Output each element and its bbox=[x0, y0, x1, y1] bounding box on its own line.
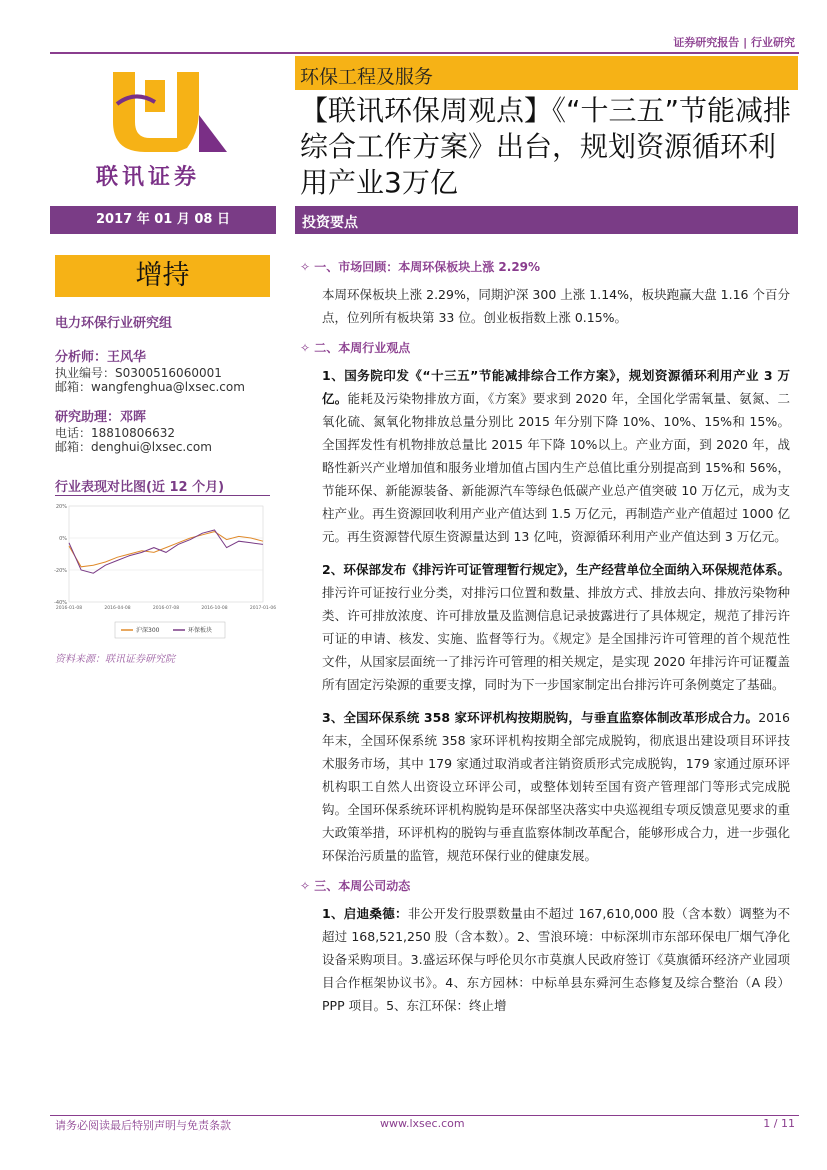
chart-x-tick: 2016-10-08 bbox=[201, 606, 228, 611]
analyst-email[interactable]: 邮箱：wangfenghua@lxsec.com bbox=[55, 380, 245, 394]
key-points-bar bbox=[295, 206, 798, 234]
chart-x-tick: 2017-01-06 bbox=[249, 606, 277, 611]
footer-disclaimer[interactable]: 请务必阅读最后特别声明与免责条款 bbox=[55, 1119, 231, 1132]
assistant-phone: 电话：18810806632 bbox=[55, 426, 175, 440]
research-team: 电力环保行业研究组 bbox=[55, 316, 173, 331]
chart-x-tick: 2016-04-08 bbox=[104, 606, 131, 611]
chart-y-tick: 0% bbox=[59, 536, 67, 542]
analyst-cert: 执业编号：S0300516060001 bbox=[55, 366, 222, 380]
footer-website[interactable]: www.lxsec.com bbox=[380, 1117, 465, 1130]
analyst-name: 分析师：王风华 bbox=[55, 350, 147, 365]
report-title: 【联讯环保周观点】《“十三五”节能减排综合工作方案》出台，规划资源循环利用产业3万亿 bbox=[300, 94, 792, 199]
section-heading: ✧ 一、市场回顾：本周环保板块上涨 2.29% bbox=[300, 260, 541, 274]
chart-series-line bbox=[69, 532, 263, 567]
chart-y-tick: 20% bbox=[55, 504, 67, 510]
footer-rule bbox=[50, 1115, 799, 1116]
report-date: 2017 年 01 月 08 日 bbox=[50, 206, 276, 234]
paragraph-lead: 3、全国环保系统 358 家环评机构按期脱钩，与垂直监察体制改革形成合力。 bbox=[322, 710, 759, 725]
chart-y-tick: -20% bbox=[54, 568, 67, 574]
logo-text: 联讯证券 bbox=[96, 164, 201, 190]
key-points-label: 投资要点 bbox=[302, 215, 358, 231]
assistant-name: 研究助理：邓晖 bbox=[55, 410, 147, 425]
header-rule bbox=[50, 52, 799, 54]
sector-label: 环保工程及服务 bbox=[300, 66, 434, 88]
paragraph: 1、启迪桑德：非公开发行股票数量由不超过 167,610,000 股（含本数）调整为不超过 168,521,250 股（含本数）。2、雪浪环境：中标深圳市东部环保电厂烟气净化设备采购项目。3.盛运环保与呼伦贝尔市莫旗人民政府签订《莫旗循环经济产业园项目合作框架协议书》。4、东方园林：中标单县东舜河生态修复及综合整治（A 段）PPP 项目。5、东江环保：终止增 bbox=[322, 906, 790, 1013]
paragraph: 3、全国环保系统 358 家环评机构按期脱钩，与垂直监察体制改革形成合力。2016 年末，全国环保系统 358 家环评机构按期全部完成脱钩，彻底退出建设项目环评技术服务市场，其中 179 家通过取消或者注销资质形式完成脱钩，179 家通过原环评机构职工自然人出资设立环评公司，或整体划转至国有资产管理部门等形式完成脱钩。全国环保系统环评机构脱钩是环保部坚决落实中央巡视组专项反馈意见要求的重大政策举措，环评机构的脱钩与垂直监察体制改革配合，能够形成合力，进一步强化环保治污质量的监管，规范环保行业的健康发展。 bbox=[322, 710, 790, 863]
section-heading: ✧ 二、本周行业观点 bbox=[300, 341, 411, 355]
chart-source: 资料来源：联讯证券研究院 bbox=[55, 654, 175, 665]
report-type: 证券研究报告 | 行业研究 bbox=[673, 36, 795, 49]
chart-x-tick: 2016-01-08 bbox=[55, 606, 83, 611]
content-body bbox=[300, 258, 790, 1027]
paragraph: 1、国务院印发《“十三五”节能减排综合工作方案》，规划资源循环利用产业 3 万亿。能耗及污染物排放方面，《方案》要求到 2020 年，全国化学需氧量、氨氮、二氧化硫、氮氧化物排放总量分别比 2015 年分别下降 10%、10%、15%和 15%。全国挥发性有机物排放总量比 2015 年下降 10%以上。产业方面，到 2020 年，战略性新兴产业增加值和服务业增加值占国内生产总值比重分别提高到 15%和 56%，节能环保、新能源装备、新能源汽车等绿色低碳产业总产值突破 10 万亿元，成为支柱产业。再生资源回收利用产业产值达到 1.5 万亿元，再制造产业产值超过 1000 亿元。再生资源替代原生资源量达到 13 亿吨，资源循环利用产业产值达到 3 万亿元。 bbox=[322, 368, 790, 544]
paragraph-lead: 2、环保部发布《排污许可证管理暂行规定》，生产经营单位全面纳入环保规范体系。 bbox=[322, 562, 790, 577]
chart-y-tick: -40% bbox=[54, 600, 67, 606]
assistant-email[interactable]: 邮箱：denghui@lxsec.com bbox=[55, 440, 212, 454]
paragraph-lead: 1、启迪桑德： bbox=[322, 906, 408, 921]
chart-legend-label: 沪深300 bbox=[136, 627, 160, 634]
section-heading: ✧ 三、本周公司动态 bbox=[300, 879, 411, 893]
paragraph: 2、环保部发布《排污许可证管理暂行规定》，生产经营单位全面纳入环保规范体系。排污许可证按行业分类，对排污口位置和数量、排放方式、排放去向、排放污染物种类、许可排放浓度、许可排放量及监测信息记录披露进行了具体规定，规范了排污许可证的申请、核发、实施、监督等行为。《规定》是全国排污许可管理的首个规范性文件，从国家层面统一了排污许可管理的相关规定，是实现 2020 年排污许可证覆盖所有固定污染源的重要支撑，同时为下一步国家制定出台排污许可条例奠定了基础。 bbox=[322, 562, 790, 692]
chart-x-tick: 2016-07-08 bbox=[152, 606, 180, 611]
page-number: 1 / 11 bbox=[763, 1117, 795, 1130]
paragraph-lead: 1、国务院印发《“十三五”节能减排综合工作方案》，规划资源循环利用产业 3 万亿。 bbox=[322, 368, 790, 406]
chart-rule bbox=[55, 495, 270, 496]
chart-plot-area bbox=[69, 506, 263, 602]
paragraph: 本周环保板块上涨 2.29%，同期沪深 300 上涨 1.14%，板块跑赢大盘 1.16 个百分点，位列所有板块第 33 位。创业板指数上涨 0.15%。 bbox=[322, 287, 790, 325]
rating-badge: 增持 bbox=[55, 255, 270, 297]
chart-legend-label: 环保板块 bbox=[188, 627, 213, 634]
chart-series-line bbox=[69, 530, 263, 573]
performance-chart bbox=[54, 498, 277, 646]
chart-title: 行业表现对比图(近 12 个月) bbox=[55, 480, 225, 495]
